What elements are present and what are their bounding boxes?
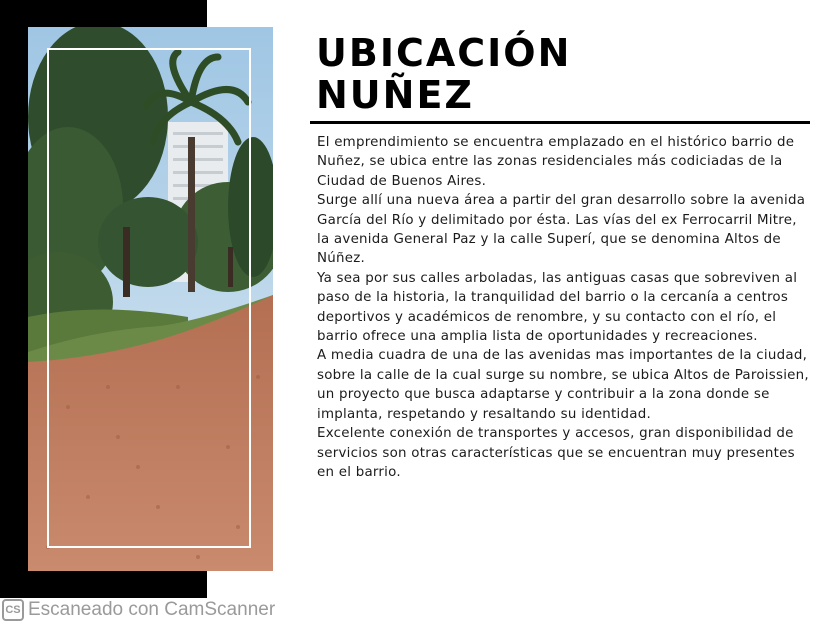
paragraph: Surge allí una nueva área a partir del gran desarrollo sobre la avenida García del Río y delimitado por ésta. Las vías del ex Ferrocarril Mitre, la avenida General Paz y la calle Superí, que se denomina Altos de Núñez.: [317, 193, 806, 267]
body-text: [317, 133, 809, 482]
page-title: [316, 32, 571, 116]
paragraph: A media cuadra de una de las avenidas mas importantes de la ciudad, sobre la calle de la cual surge su nombre, se ubica Altos de Paroissien, un proyecto que busca adaptarse y contribuir a la zona donde se implanta, respetando y resaltando su identidad.: [317, 348, 809, 422]
paragraph: Ya sea por sus calles arboladas, las antiguas casas que sobreviven al paso de la historia, la tranquilidad del barrio o la cercanía a centros deportivos y académicos de renombre, y su contacto con el río, el barrio ofrece una amplia lista de oportunidades y recreaciones.: [317, 270, 798, 345]
camscanner-watermark: [2, 598, 275, 622]
title-divider: [310, 121, 810, 124]
title-line-2: NUÑEZ: [316, 73, 474, 117]
title-line-1: UBICACIÓN: [316, 31, 572, 75]
camscanner-logo-icon: CS: [2, 599, 24, 621]
paragraph: Excelente conexión de transportes y accesos, gran disponibilidad de servicios son otras características que se encuentran muy presentes en el barrio.: [317, 426, 795, 480]
paragraph: El emprendimiento se encuentra emplazado en el histórico barrio de Nuñez, se ubica entre las zonas residenciales más codiciadas de la Ciudad de Buenos Aires.: [317, 135, 795, 189]
photo-frame: [47, 48, 251, 548]
watermark-text: Escaneado con CamScanner: [28, 599, 276, 620]
